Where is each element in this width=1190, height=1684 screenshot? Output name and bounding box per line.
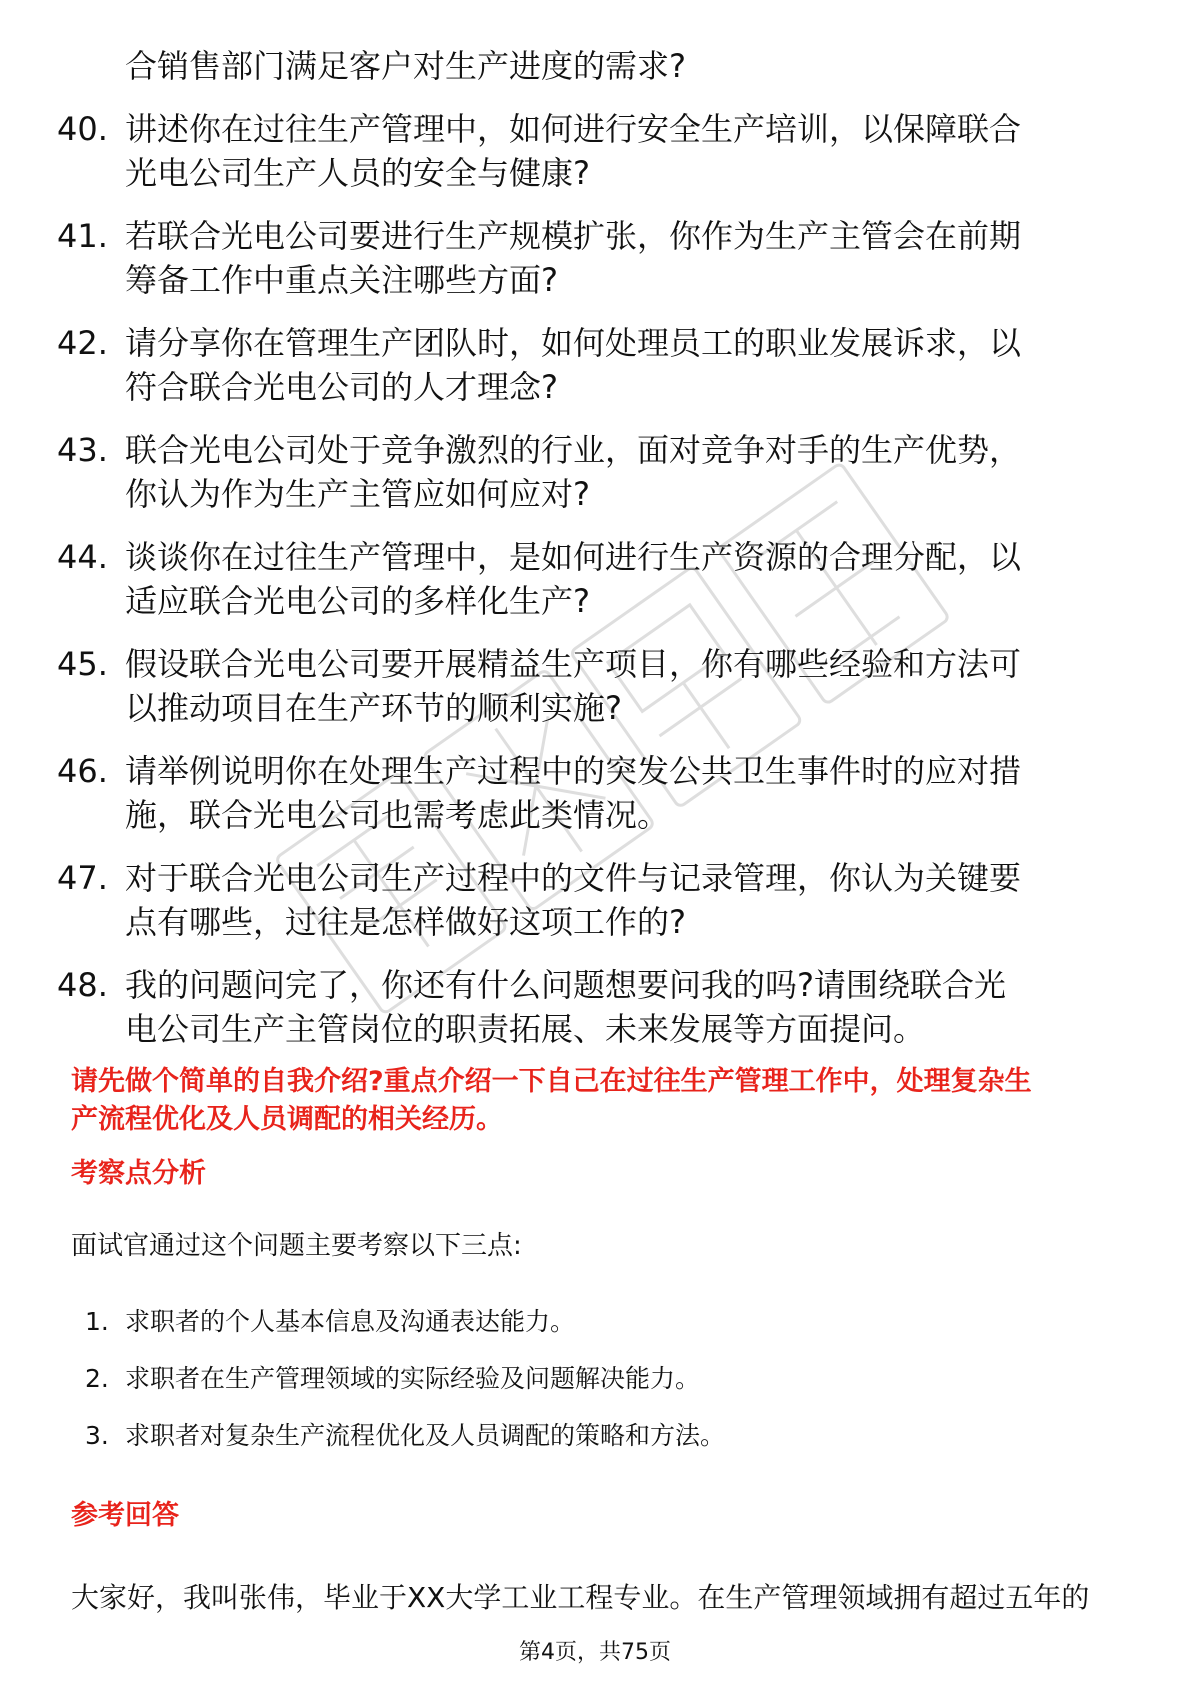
question-text [125, 642, 1125, 730]
question-text [125, 856, 1125, 944]
question-39-continuation: 合销售部门满足客户对生产进度的需求? [125, 47, 686, 85]
question-number: 48. [57, 966, 108, 1004]
list-item [85, 1305, 1085, 1339]
question-text [125, 963, 1125, 1051]
list-item-text: 求职者在生产管理领域的实际经验及问题解决能力。 [125, 1364, 701, 1393]
question-number: 43. [57, 431, 108, 469]
question-text-line: 点有哪些，过往是怎样做好这项工作的? [125, 903, 686, 941]
reference-answer-text: 大家好，我叫张伟，毕业于XX大学工业工程专业。在生产管理领域拥有超过五年的 [71, 1581, 1090, 1614]
question-item [57, 856, 1137, 944]
question-text-line: 筹备工作中重点关注哪些方面? [125, 261, 558, 299]
question-item [57, 321, 1137, 409]
question-item [57, 428, 1137, 516]
question-text-line: 施，联合光电公司也需考虑此类情况。 [125, 796, 670, 834]
list-item-number: 1. [85, 1307, 109, 1336]
list-item [85, 1362, 1085, 1396]
question-number: 44. [57, 538, 108, 576]
question-number: 42. [57, 324, 108, 362]
question-text-line: 请分享你在管理生产团队时，如何处理员工的职业发展诉求，以 [125, 324, 1022, 362]
question-text-line: 对于联合光电公司生产过程中的文件与记录管理，你认为关键要 [125, 859, 1022, 897]
question-item [57, 749, 1137, 837]
list-item [85, 1419, 1085, 1453]
question-text-line: 电公司生产主管岗位的职责拓展、未来发展等方面提问。 [125, 1010, 926, 1048]
question-text-line: 我的问题问完了，你还有什么问题想要问我的吗?请围绕联合光 [125, 966, 1006, 1004]
analysis-points-list [85, 1305, 1085, 1476]
question-text [125, 321, 1125, 409]
question-text-line: 若联合光电公司要进行生产规模扩张，你作为生产主管会在前期 [125, 217, 1022, 255]
question-number: 40. [57, 110, 108, 148]
question-item [57, 214, 1137, 302]
analysis-heading: 考察点分析 [71, 1158, 206, 1189]
reference-heading: 参考回答 [71, 1500, 179, 1531]
question-text-line: 谈谈你在过往生产管理中，是如何进行生产资源的合理分配，以 [125, 538, 1022, 576]
question-text [125, 214, 1125, 302]
question-number: 47. [57, 859, 108, 897]
question-item [57, 642, 1137, 730]
page-footer: 第4页，共75页 [519, 1640, 671, 1665]
list-item-number: 3. [85, 1421, 109, 1450]
question-item [57, 535, 1137, 623]
question-item [57, 963, 1137, 1051]
question-list [57, 44, 1137, 1070]
question-text-line: 讲述你在过往生产管理中，如何进行安全生产培训，以保障联合 [125, 110, 1022, 148]
question-number: 45. [57, 645, 108, 683]
question-text-line: 联合光电公司处于竞争激烈的行业，面对竞争对手的生产优势， [125, 431, 1022, 469]
question-text [125, 107, 1125, 195]
highlight-question-line: 产流程优化及人员调配的相关经历。 [71, 1104, 503, 1135]
question-text-line: 符合联合光电公司的人才理念? [125, 368, 558, 406]
question-text [125, 535, 1125, 623]
question-item [57, 107, 1137, 195]
question-text-line: 光电公司生产人员的安全与健康? [125, 154, 590, 192]
question-number: 41. [57, 217, 108, 255]
question-text [125, 749, 1125, 837]
question-text-line: 以推动项目在生产环节的顺利实施? [125, 689, 622, 727]
question-text [125, 428, 1125, 516]
question-text-line: 适应联合光电公司的多样化生产? [125, 582, 590, 620]
highlight-question [71, 1063, 1131, 1139]
list-item-text: 求职者对复杂生产流程优化及人员调配的策略和方法。 [125, 1421, 726, 1450]
question-text-line: 假设联合光电公司要开展精益生产项目，你有哪些经验和方法可 [125, 645, 1022, 683]
list-item-text: 求职者的个人基本信息及沟通表达能力。 [125, 1307, 576, 1336]
question-number: 46. [57, 752, 108, 790]
list-item-number: 2. [85, 1364, 109, 1393]
highlight-question-line: 请先做个简单的自我介绍?重点介绍一下自己在过往生产管理工作中，处理复杂生 [71, 1066, 1032, 1097]
question-text-line: 请举例说明你在处理生产过程中的突发公共卫生事件时的应对措 [125, 752, 1022, 790]
analysis-intro: 面试官通过这个问题主要考察以下三点: [71, 1231, 522, 1261]
question-text-line: 你认为作为生产主管应如何应对? [125, 475, 590, 513]
